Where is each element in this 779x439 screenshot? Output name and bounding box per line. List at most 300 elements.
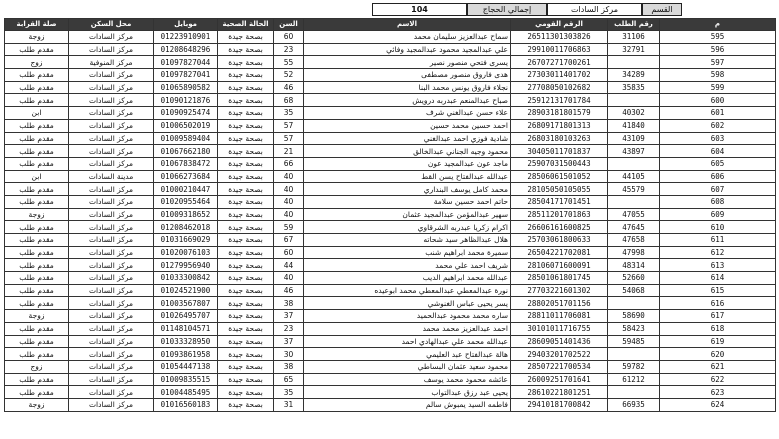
serial-cell: 599: [660, 81, 776, 94]
serial-cell: 618: [660, 322, 776, 335]
age-cell: 40: [274, 183, 304, 196]
residence-cell: مركز السادات: [69, 107, 154, 120]
age-cell: 55: [274, 56, 304, 69]
request-number-cell: 31106: [608, 31, 660, 44]
phone-cell: 01033300842: [154, 272, 218, 285]
name-cell: فاطمه السيد يمبوش سالم: [304, 398, 511, 411]
residence-cell: مركز السادات: [69, 183, 154, 196]
name-cell: عبدالله محمد علي عبدالهادي احمد: [304, 335, 511, 348]
request-number-cell: 41840: [608, 119, 660, 132]
relation-cell: مقدم طلب: [5, 322, 69, 335]
col-seq-header: م: [660, 19, 776, 31]
health-cell: بصحة جيدة: [218, 284, 274, 297]
phone-cell: 01009835515: [154, 373, 218, 386]
health-cell: بصحة جيدة: [218, 272, 274, 285]
table-row: [5, 208, 776, 221]
residence-cell: مركز السادات: [69, 373, 154, 386]
serial-cell: 603: [660, 132, 776, 145]
serial-cell: 612: [660, 246, 776, 259]
residence-cell: مدينة السادات: [69, 170, 154, 183]
serial-cell: 610: [660, 221, 776, 234]
national-id-cell: 26511301303826: [511, 31, 608, 44]
national-id-cell: 26606161600825: [511, 221, 608, 234]
table-row: [5, 373, 776, 386]
health-cell: بصحة جيدة: [218, 310, 274, 323]
table-row: [5, 81, 776, 94]
phone-cell: 01031669029: [154, 234, 218, 247]
phone-cell: 01097827041: [154, 69, 218, 82]
table-row: [5, 145, 776, 158]
age-cell: 44: [274, 259, 304, 272]
serial-cell: 604: [660, 145, 776, 158]
request-number-cell: 54068: [608, 284, 660, 297]
residence-cell: مركز السادات: [69, 132, 154, 145]
residence-cell: مركز السادات: [69, 119, 154, 132]
table-row: [5, 183, 776, 196]
relation-cell: مقدم طلب: [5, 246, 69, 259]
national-id-cell: 29910011706863: [511, 43, 608, 56]
residence-cell: مركز السادات: [69, 348, 154, 361]
name-cell: ساره محمد محمود عبدالحميد: [304, 310, 511, 323]
phone-cell: 01097827044: [154, 56, 218, 69]
center-name: مركز السادات: [547, 3, 642, 16]
relation-cell: مقدم طلب: [5, 132, 69, 145]
residence-cell: مركز السادات: [69, 246, 154, 259]
phone-cell: 01000210447: [154, 183, 218, 196]
health-cell: بصحة جيدة: [218, 348, 274, 361]
national-id-cell: 28501061801745: [511, 272, 608, 285]
request-number-cell: [608, 348, 660, 361]
col-relation-header: صلة القرابة: [5, 19, 69, 31]
age-cell: 40: [274, 272, 304, 285]
name-cell: هلال عبدالظاهر سيد شحاته: [304, 234, 511, 247]
request-number-cell: 47055: [608, 208, 660, 221]
serial-cell: 622: [660, 373, 776, 386]
table-row: [5, 360, 776, 373]
phone-cell: 01208648296: [154, 43, 218, 56]
relation-cell: مقدم طلب: [5, 348, 69, 361]
health-cell: بصحة جيدة: [218, 183, 274, 196]
relation-cell: مقدم طلب: [5, 259, 69, 272]
total-value: 104: [372, 3, 467, 16]
health-cell: بصحة جيدة: [218, 335, 274, 348]
residence-cell: مركز المنوفية: [69, 56, 154, 69]
request-number-cell: [608, 94, 660, 107]
age-cell: 38: [274, 360, 304, 373]
age-cell: 38: [274, 297, 304, 310]
relation-cell: زوج: [5, 360, 69, 373]
table-row: [5, 221, 776, 234]
request-number-cell: 34289: [608, 69, 660, 82]
residence-cell: مركز السادات: [69, 195, 154, 208]
request-number-cell: 59782: [608, 360, 660, 373]
table-row: [5, 335, 776, 348]
residence-cell: مركز السادات: [69, 272, 154, 285]
relation-cell: ابن: [5, 170, 69, 183]
national-id-cell: 26803180103263: [511, 132, 608, 145]
age-cell: 57: [274, 132, 304, 145]
phone-cell: 01090121876: [154, 94, 218, 107]
relation-cell: مقدم طلب: [5, 195, 69, 208]
phone-cell: 01279956940: [154, 259, 218, 272]
health-cell: بصحة جيدة: [218, 246, 274, 259]
residence-cell: مركز السادات: [69, 284, 154, 297]
name-cell: حاتم احمد حسين سلامة: [304, 195, 511, 208]
table-row: [5, 195, 776, 208]
age-cell: 23: [274, 43, 304, 56]
phone-cell: 01067662180: [154, 145, 218, 158]
request-number-cell: [608, 157, 660, 170]
national-id-cell: 27708050102682: [511, 81, 608, 94]
name-cell: احمد حسين محمد حسين: [304, 119, 511, 132]
phone-cell: 01148104571: [154, 322, 218, 335]
phone-cell: 01090925474: [154, 107, 218, 120]
section-label: القسم: [642, 3, 682, 16]
relation-cell: زوجة: [5, 208, 69, 221]
serial-cell: 597: [660, 56, 776, 69]
name-cell: يحيى عبد رزق عبدالتواب: [304, 386, 511, 399]
relation-cell: زوجة: [5, 31, 69, 44]
national-id-cell: 30101011716755: [511, 322, 608, 335]
name-cell: عبدالله عبدالفتاح يسن القط: [304, 170, 511, 183]
health-cell: بصحة جيدة: [218, 81, 274, 94]
table-row: [5, 310, 776, 323]
national-id-cell: 28507221700534: [511, 360, 608, 373]
health-cell: بصحة جيدة: [218, 43, 274, 56]
table-row: [5, 69, 776, 82]
request-number-cell: [608, 297, 660, 310]
age-cell: 67: [274, 234, 304, 247]
age-cell: 52: [274, 69, 304, 82]
serial-cell: 601: [660, 107, 776, 120]
relation-cell: ابن: [5, 107, 69, 120]
residence-cell: مركز السادات: [69, 386, 154, 399]
health-cell: بصحة جيدة: [218, 157, 274, 170]
serial-cell: 596: [660, 43, 776, 56]
national-id-cell: 27303011401702: [511, 69, 608, 82]
relation-cell: مقدم طلب: [5, 335, 69, 348]
name-cell: صباح عبدالمنعم عبدربه درويش: [304, 94, 511, 107]
serial-cell: 617: [660, 310, 776, 323]
age-cell: 35: [274, 386, 304, 399]
request-number-cell: 40302: [608, 107, 660, 120]
national-id-cell: 26009251701641: [511, 373, 608, 386]
age-cell: 46: [274, 81, 304, 94]
national-id-cell: 28802051701156: [511, 297, 608, 310]
serial-cell: 623: [660, 386, 776, 399]
serial-cell: 621: [660, 360, 776, 373]
table-row: [5, 234, 776, 247]
serial-cell: 609: [660, 208, 776, 221]
name-cell: علي عبدالمجيد محمود عبدالمجيد وفائي: [304, 43, 511, 56]
request-number-cell: 52660: [608, 272, 660, 285]
name-cell: سماح عبدالعزيز سليمان محمد: [304, 31, 511, 44]
phone-cell: 01009589404: [154, 132, 218, 145]
residence-cell: مركز السادات: [69, 322, 154, 335]
national-id-cell: 30405011701837: [511, 145, 608, 158]
name-cell: احمد عبدالعزيز محمد محمد: [304, 322, 511, 335]
relation-cell: مقدم طلب: [5, 183, 69, 196]
serial-cell: 624: [660, 398, 776, 411]
serial-cell: 611: [660, 234, 776, 247]
table-row: [5, 56, 776, 69]
residence-cell: مركز السادات: [69, 398, 154, 411]
phone-cell: 01003567807: [154, 297, 218, 310]
col-age-header: السن: [274, 19, 304, 31]
relation-cell: مقدم طلب: [5, 386, 69, 399]
col-phone-header: موبايل: [154, 19, 218, 31]
national-id-cell: 28511201701863: [511, 208, 608, 221]
relation-cell: مقدم طلب: [5, 221, 69, 234]
residence-cell: مركز السادات: [69, 310, 154, 323]
national-id-cell: 25703061800633: [511, 234, 608, 247]
table-row: [5, 107, 776, 120]
request-number-cell: [608, 56, 660, 69]
national-id-cell: 27703221601302: [511, 284, 608, 297]
residence-cell: مركز السادات: [69, 31, 154, 44]
relation-cell: مقدم طلب: [5, 81, 69, 94]
serial-cell: 600: [660, 94, 776, 107]
name-cell: هالة عبدالفتاح عبد العليمي: [304, 348, 511, 361]
national-id-cell: 26504221702081: [511, 246, 608, 259]
health-cell: بصحة جيدة: [218, 195, 274, 208]
health-cell: بصحة جيدة: [218, 107, 274, 120]
residence-cell: مركز السادات: [69, 69, 154, 82]
table-row: [5, 157, 776, 170]
health-cell: بصحة جيدة: [218, 234, 274, 247]
request-number-cell: 43109: [608, 132, 660, 145]
national-id-cell: 29410181700842: [511, 398, 608, 411]
health-cell: بصحة جيدة: [218, 322, 274, 335]
table-row: [5, 132, 776, 145]
col-health-header: الحالة الصحية: [218, 19, 274, 31]
name-cell: يسر يحيى عباس الغنوشي: [304, 297, 511, 310]
name-cell: محمود سعيد عثمان البساطي: [304, 360, 511, 373]
col-name-header: الاسم: [304, 19, 511, 31]
name-cell: علاء حسن عبدالغني شرف: [304, 107, 511, 120]
relation-cell: مقدم طلب: [5, 69, 69, 82]
health-cell: بصحة جيدة: [218, 145, 274, 158]
phone-cell: 01004485495: [154, 386, 218, 399]
health-cell: بصحة جيدة: [218, 360, 274, 373]
name-cell: يسرى فتحي منصور نصير: [304, 56, 511, 69]
residence-cell: مركز السادات: [69, 157, 154, 170]
phone-cell: 01208462018: [154, 221, 218, 234]
health-cell: بصحة جيدة: [218, 31, 274, 44]
phone-cell: 01009318652: [154, 208, 218, 221]
serial-cell: 595: [660, 31, 776, 44]
name-cell: محمد كامل يوسف البنداري: [304, 183, 511, 196]
table-row: [5, 297, 776, 310]
health-cell: بصحة جيدة: [218, 119, 274, 132]
age-cell: 35: [274, 107, 304, 120]
name-cell: شادية فوزي احمد عبدالغني: [304, 132, 511, 145]
table-row: [5, 31, 776, 44]
age-cell: 65: [274, 373, 304, 386]
request-number-cell: 45579: [608, 183, 660, 196]
relation-cell: مقدم طلب: [5, 157, 69, 170]
name-cell: محمود وجيه الجناني عبدالخالق: [304, 145, 511, 158]
national-id-cell: 28609051401436: [511, 335, 608, 348]
health-cell: بصحة جيدة: [218, 56, 274, 69]
age-cell: 68: [274, 94, 304, 107]
request-number-cell: 35835: [608, 81, 660, 94]
health-cell: بصحة جيدة: [218, 386, 274, 399]
health-cell: بصحة جيدة: [218, 259, 274, 272]
health-cell: بصحة جيدة: [218, 170, 274, 183]
national-id-cell: 28506061501052: [511, 170, 608, 183]
phone-cell: 01024521900: [154, 284, 218, 297]
name-cell: شريف احمد علي محمد: [304, 259, 511, 272]
serial-cell: 607: [660, 183, 776, 196]
age-cell: 21: [274, 145, 304, 158]
age-cell: 60: [274, 246, 304, 259]
table-row: [5, 43, 776, 56]
request-number-cell: 61212: [608, 373, 660, 386]
phone-cell: 01026495707: [154, 310, 218, 323]
relation-cell: مقدم طلب: [5, 43, 69, 56]
health-cell: بصحة جيدة: [218, 221, 274, 234]
table-row: [5, 119, 776, 132]
age-cell: 40: [274, 208, 304, 221]
name-cell: نورة عبدالمعطي عبدالمعطي محمد ابوعيده: [304, 284, 511, 297]
serial-cell: 602: [660, 119, 776, 132]
phone-cell: 01033328950: [154, 335, 218, 348]
age-cell: 40: [274, 170, 304, 183]
age-cell: 46: [274, 284, 304, 297]
phone-cell: 01223910901: [154, 31, 218, 44]
request-number-cell: 32791: [608, 43, 660, 56]
health-cell: بصحة جيدة: [218, 208, 274, 221]
residence-cell: مركز السادات: [69, 259, 154, 272]
table-row: [5, 386, 776, 399]
relation-cell: زوجة: [5, 398, 69, 411]
phone-cell: 01065890582: [154, 81, 218, 94]
age-cell: 57: [274, 119, 304, 132]
name-cell: سميرة محمد ابراهيم شنب: [304, 246, 511, 259]
national-id-cell: 26809171801313: [511, 119, 608, 132]
residence-cell: مركز السادات: [69, 297, 154, 310]
total-label: إجمالي الحجاج: [467, 3, 547, 16]
table-row: [5, 246, 776, 259]
col-nid-header: الرقم القومي: [511, 19, 608, 31]
table-row: [5, 348, 776, 361]
health-cell: بصحة جيدة: [218, 94, 274, 107]
health-cell: بصحة جيدة: [218, 297, 274, 310]
table-row: [5, 259, 776, 272]
age-cell: 31: [274, 398, 304, 411]
relation-cell: مقدم طلب: [5, 297, 69, 310]
relation-cell: مقدم طلب: [5, 145, 69, 158]
request-number-cell: 58690: [608, 310, 660, 323]
phone-cell: 01066273684: [154, 170, 218, 183]
age-cell: 37: [274, 335, 304, 348]
name-cell: اكرام زكريا عبدربه الشرقاوي: [304, 221, 511, 234]
request-number-cell: 66935: [608, 398, 660, 411]
request-number-cell: 47998: [608, 246, 660, 259]
relation-cell: مقدم طلب: [5, 284, 69, 297]
relation-cell: زوج: [5, 56, 69, 69]
request-number-cell: [608, 195, 660, 208]
age-cell: 59: [274, 221, 304, 234]
national-id-cell: 28811011706081: [511, 310, 608, 323]
age-cell: 37: [274, 310, 304, 323]
health-cell: بصحة جيدة: [218, 373, 274, 386]
col-req-header: رقم الطلب: [608, 19, 660, 31]
table-row: [5, 284, 776, 297]
table-body: [5, 31, 776, 412]
table-row: [5, 322, 776, 335]
request-number-cell: 59485: [608, 335, 660, 348]
serial-cell: 614: [660, 272, 776, 285]
residence-cell: مركز السادات: [69, 43, 154, 56]
national-id-cell: 29403201702522: [511, 348, 608, 361]
serial-cell: 613: [660, 259, 776, 272]
relation-cell: مقدم طلب: [5, 272, 69, 285]
phone-cell: 01067838472: [154, 157, 218, 170]
request-number-cell: 47645: [608, 221, 660, 234]
serial-cell: 606: [660, 170, 776, 183]
relation-cell: مقدم طلب: [5, 234, 69, 247]
request-number-cell: 47658: [608, 234, 660, 247]
national-id-cell: 28903181801579: [511, 107, 608, 120]
age-cell: 66: [274, 157, 304, 170]
serial-cell: 598: [660, 69, 776, 82]
residence-cell: مركز السادات: [69, 360, 154, 373]
national-id-cell: 28106071600091: [511, 259, 608, 272]
name-cell: ماجد عون عبدالمجيد عون: [304, 157, 511, 170]
request-number-cell: [608, 386, 660, 399]
national-id-cell: 25907031500443: [511, 157, 608, 170]
phone-cell: 01020955464: [154, 195, 218, 208]
residence-cell: مركز السادات: [69, 234, 154, 247]
name-cell: عائشه محمود محمد يوسف: [304, 373, 511, 386]
request-number-cell: 48314: [608, 259, 660, 272]
phone-cell: 01020076103: [154, 246, 218, 259]
residence-cell: مركز السادات: [69, 335, 154, 348]
relation-cell: زوجة: [5, 310, 69, 323]
serial-cell: 616: [660, 297, 776, 310]
table-row: [5, 398, 776, 411]
age-cell: 30: [274, 348, 304, 361]
national-id-cell: 26707271700261: [511, 56, 608, 69]
request-number-cell: 58423: [608, 322, 660, 335]
residence-cell: مركز السادات: [69, 145, 154, 158]
name-cell: عبدالله محمد ابراهيم الديب: [304, 272, 511, 285]
age-cell: 40: [274, 195, 304, 208]
serial-cell: 620: [660, 348, 776, 361]
national-id-cell: 25912131701784: [511, 94, 608, 107]
national-id-cell: 28105050105055: [511, 183, 608, 196]
relation-cell: مقدم طلب: [5, 94, 69, 107]
health-cell: بصحة جيدة: [218, 398, 274, 411]
phone-cell: 01093861958: [154, 348, 218, 361]
name-cell: سهير عبدالمؤمن عبدالمجيد عثمان: [304, 208, 511, 221]
residence-cell: مركز السادات: [69, 221, 154, 234]
residence-cell: مركز السادات: [69, 94, 154, 107]
residence-cell: مركز السادات: [69, 208, 154, 221]
health-cell: بصحة جيدة: [218, 69, 274, 82]
serial-cell: 619: [660, 335, 776, 348]
serial-cell: 615: [660, 284, 776, 297]
relation-cell: مقدم طلب: [5, 119, 69, 132]
phone-cell: 01054447138: [154, 360, 218, 373]
table-row: [5, 94, 776, 107]
summary-bar: [0, 3, 779, 17]
residence-cell: مركز السادات: [69, 81, 154, 94]
request-number-cell: 43897: [608, 145, 660, 158]
name-cell: هدى فاروق منصور مصطفى: [304, 69, 511, 82]
